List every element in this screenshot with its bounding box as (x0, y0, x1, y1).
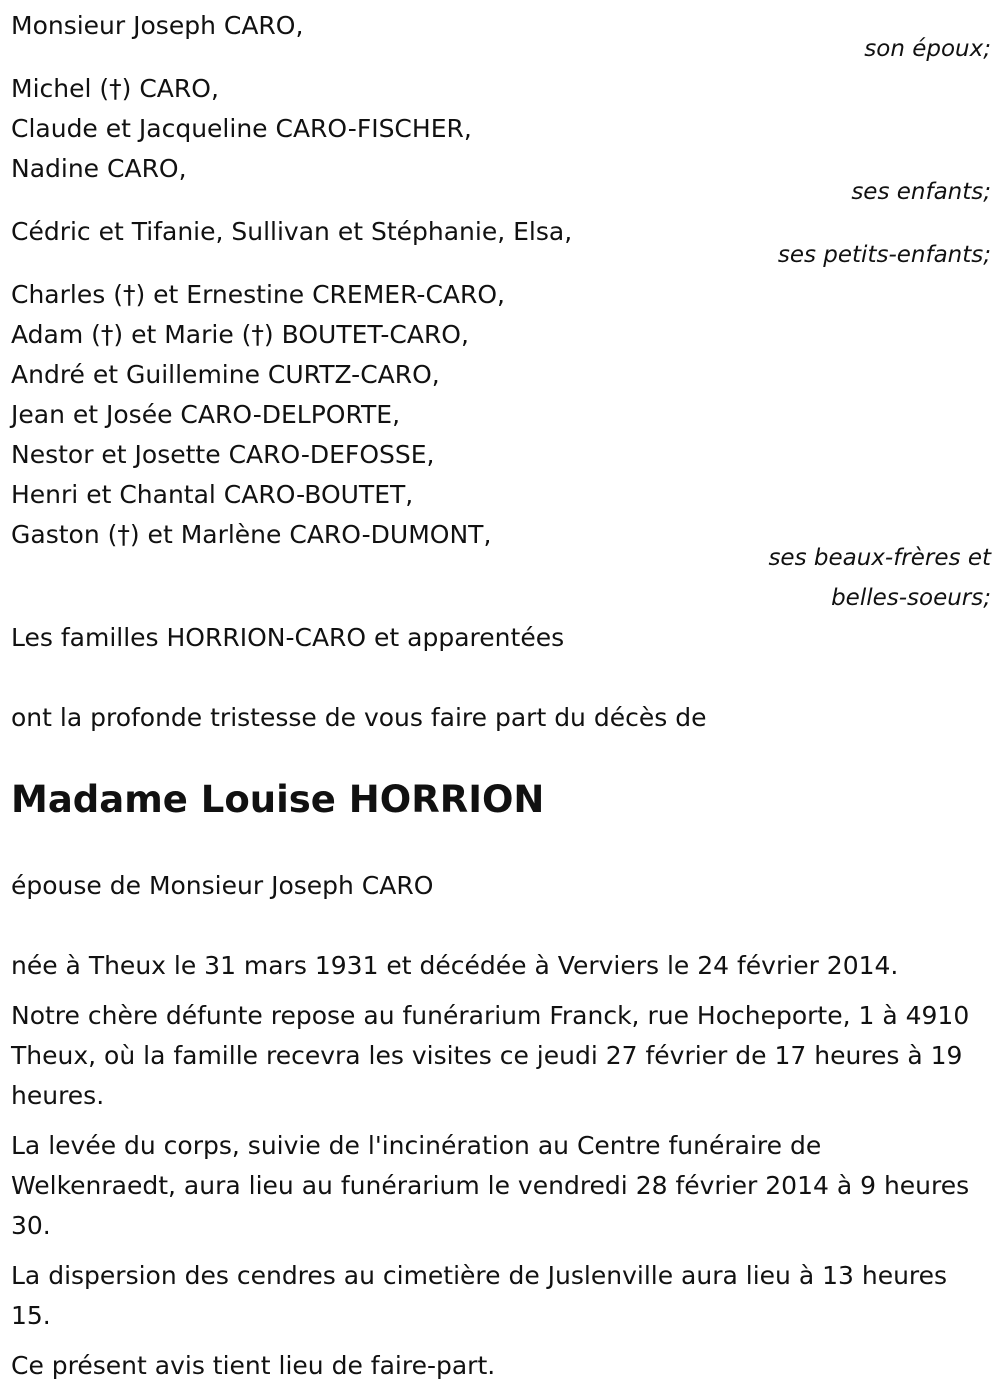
deceased-name: Madame Louise HORRION (11, 778, 545, 821)
spouse-role: son époux; (864, 36, 991, 62)
ash-dispersion-paragraph: La dispersion des cendres au cimetière de Juslenville aura lieu à 13 heures 15. (11, 1261, 948, 1330)
ceremony-paragraph: La levée du corps, suivie de l'incinération au Centre funéraire de Welkenraedt, aura lieu au funérarium le vendredi 28 février 2014 à 9 heures 30. (11, 1131, 970, 1240)
in-law-name: Jean et Josée CARO-DELPORTE, (11, 400, 401, 429)
grandchildren-role: ses petits-enfants; (777, 242, 991, 268)
in-law-name: André et Guillemine CURTZ-CARO, (11, 360, 440, 389)
closing-paragraph: Ce présent avis tient lieu de faire-part. (11, 1351, 496, 1380)
in-laws-role-line1: ses beaux-frères et (768, 545, 991, 571)
announcement-line: ont la profonde tristesse de vous faire part du décès de (11, 703, 707, 732)
birth-death-paragraph: née à Theux le 31 mars 1931 et décédée à Verviers le 24 février 2014. (11, 951, 899, 980)
in-law-name: Nestor et Josette CARO-DEFOSSE, (11, 440, 435, 469)
in-laws-role-line2: belles-soeurs; (831, 585, 991, 611)
children-role: ses enfants; (851, 179, 991, 205)
child-name: Michel (†) CARO, (11, 74, 219, 103)
death-notice (11, 0, 991, 1396)
families-line: Les familles HORRION-CARO et apparentées (11, 623, 565, 652)
in-law-name: Henri et Chantal CARO-BOUTET, (11, 480, 414, 509)
in-law-name: Gaston (†) et Marlène CARO-DUMONT, (11, 520, 492, 549)
child-name: Nadine CARO, (11, 154, 187, 183)
child-name: Claude et Jacqueline CARO-FISCHER, (11, 114, 472, 143)
spouse-name: Monsieur Joseph CARO, (11, 11, 304, 40)
visitation-paragraph: Notre chère défunte repose au funérarium Franck, rue Hocheporte, 1 à 4910 Theux, où la famille recevra les visites ce jeudi 27 février de 17 heures à 19 heures. (11, 1001, 970, 1110)
in-law-name: Adam (†) et Marie (†) BOUTET-CARO, (11, 320, 469, 349)
in-law-name: Charles (†) et Ernestine CREMER-CARO, (11, 280, 506, 309)
spouse-of-line: épouse de Monsieur Joseph CARO (11, 871, 434, 900)
grandchildren-names: Cédric et Tifanie, Sullivan et Stéphanie, Elsa, (11, 217, 573, 246)
